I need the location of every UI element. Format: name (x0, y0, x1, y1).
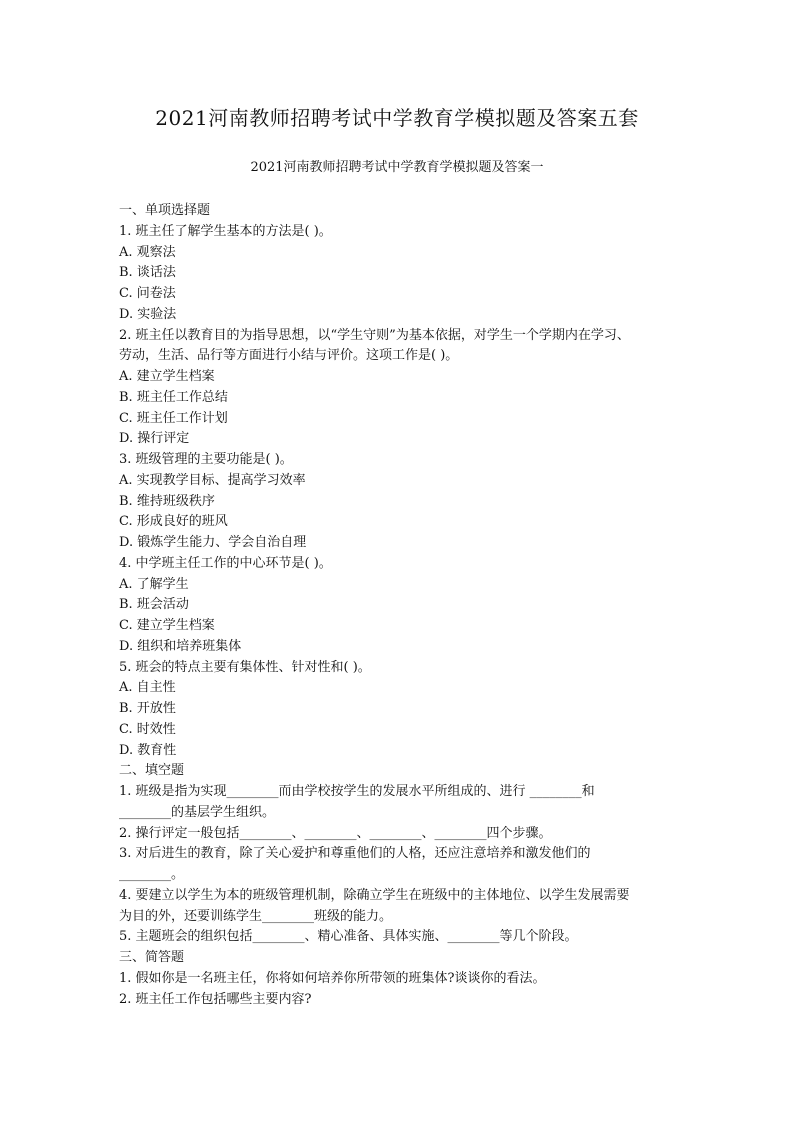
text-line: 1. 班级是指为实现________而由学校按学生的发展水平所组成的、进行 ________和 (119, 784, 595, 799)
text-line: C. 形成良好的班风 (119, 514, 228, 530)
text-line: 2. 班主任工作包括哪些主要内容? (119, 991, 312, 1007)
text-line: ________的基层学生组织。 (119, 804, 276, 820)
text-line: B. 班主任工作总结 (119, 389, 228, 405)
text-line: 1. 班主任了解学生基本的方法是( )。 (119, 223, 332, 239)
text-line: C. 班主任工作计划 (119, 410, 228, 426)
text-line: 二、填空题 (119, 763, 185, 779)
text-line: C. 问卷法 (119, 286, 176, 301)
text-line: B. 开放性 (119, 701, 176, 716)
text-line: A. 自主性 (119, 680, 176, 696)
text-line: C. 时效性 (119, 721, 176, 737)
text-line: 1. 假如你是一名班主任，你将如何培养你所带领的班集体?谈谈你的看法。 (119, 970, 546, 986)
document-subtitle: 2021河南教师招聘考试中学教育学模拟题及答案一 (250, 160, 544, 175)
text-line: C. 建立学生档案 (119, 618, 215, 633)
text-line: A. 实现教学目标、提高学习效率 (119, 472, 306, 488)
text-line: 3. 班级管理的主要功能是( )。 (119, 452, 293, 467)
text-line: A. 了解学生 (119, 576, 189, 592)
document-body (119, 201, 689, 1010)
text-line: 三、简答题 (119, 950, 185, 965)
text-line: 一、单项选择题 (119, 203, 211, 218)
text-line: 劳动，生活、品行等方面进行小结与评价。这项工作是( )。 (119, 348, 459, 364)
text-line: D. 教育性 (119, 742, 177, 758)
document-title: 2021河南教师招聘考试中学教育学模拟题及答案五套 (155, 106, 639, 130)
text-line: B. 班会活动 (119, 597, 189, 613)
text-line: 2. 班主任以教育目的为指导思想，以“学生守则”为基本依据，对学生一个学期内在学习、 (119, 327, 630, 343)
text-line: D. 操行评定 (119, 431, 190, 447)
text-line: 5. 班会的特点主要有集体性、针对性和( )。 (119, 659, 371, 675)
text-line: ________。 (119, 867, 185, 882)
text-line: 2. 操行评定一般包括________、________、________、________四个步骤。 (119, 825, 552, 841)
text-line: 4. 中学班主任工作的中心环节是( )。 (119, 555, 332, 571)
text-line: D. 锻炼学生能力、学会自治自理 (119, 535, 307, 550)
text-line: 3. 对后进生的教育，除了关心爱护和尊重他们的人格，还应注意培养和激发他们的 (119, 846, 591, 862)
text-line: 4. 要建立以学生为本的班级管理机制，除确立学生在班级中的主体地位、以学生发展需要 (119, 887, 630, 903)
text-line: B. 维持班级秩序 (119, 493, 215, 509)
text-line: A. 建立学生档案 (119, 369, 215, 384)
text-line: B. 谈话法 (119, 265, 176, 281)
text-line: 5. 主题班会的组织包括________、精心准备、具体实施、________等几个阶段。 (119, 929, 578, 945)
text-line: 为目的外，还要训练学生________班级的能力。 (119, 908, 393, 924)
text-line: A. 观察法 (119, 244, 176, 260)
text-line: D. 组织和培养班集体 (119, 638, 242, 654)
text-line: D. 实验法 (119, 306, 177, 322)
